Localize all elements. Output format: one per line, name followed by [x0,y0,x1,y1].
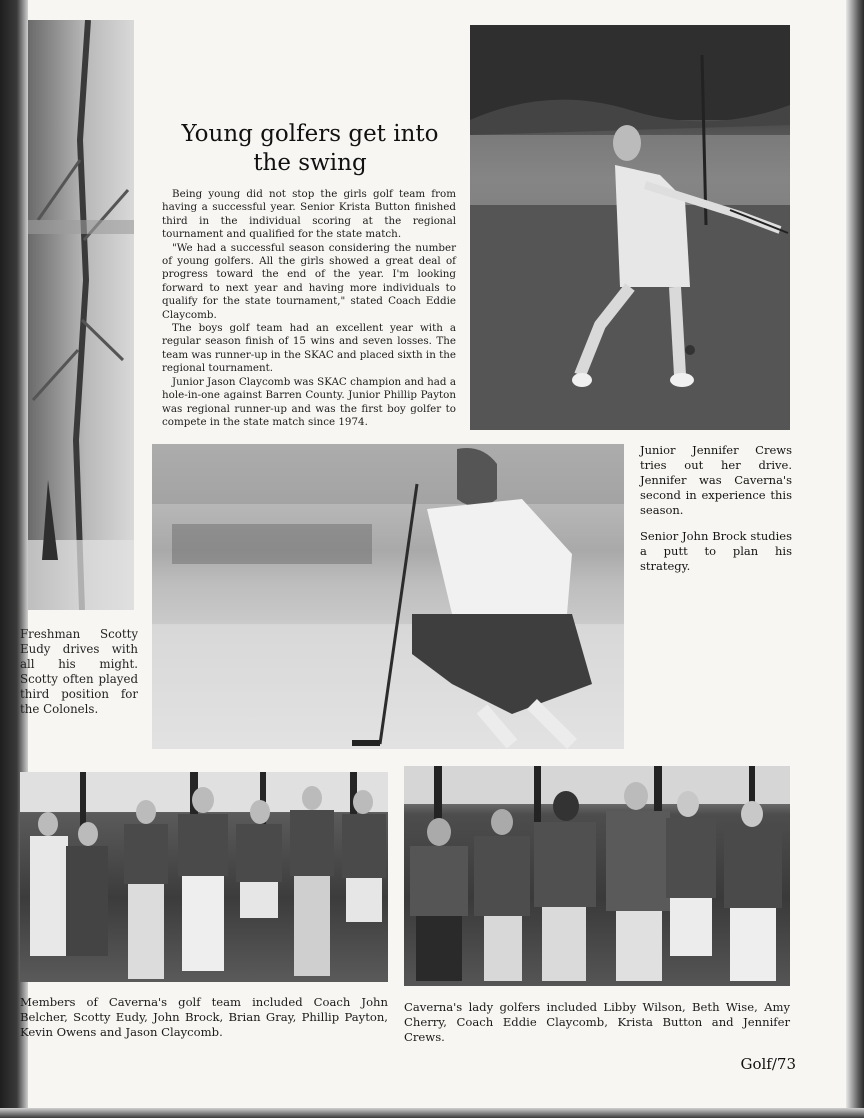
photo-boys-golf-team [20,772,388,982]
caption-scotty-eudy: Freshman Scotty Eudy drives with all his might. Scotty often played third position for the Colonels. [20,627,138,716]
caption-right-column [640,443,792,585]
article-paragraph: "We had a successful season considering the number of young golfers. All the girls showed a great deal of progress toward the end of the year. I'm looking forward to next year and having more individuals to qualify for the state tournament," stated Coach Eddie Claycomb. [162,241,456,321]
article-paragraph: Junior Jason Claycomb was SKAC champion and had a hole-in-one against Barren County. Junior Phillip Payton was regional runner-up and was the first boy golfer to compete in the state match since 1974. [162,375,456,428]
photo-scotty-eudy [28,20,134,610]
article-headline: Young golfers get into the swing [181,121,439,176]
page-bottom-edge [0,1108,864,1118]
article-body [162,188,456,429]
article-paragraph: Being young did not stop the girls golf team from having a successful year. Senior Krista Button finished third in the individual scoring at the regional tournament and qualified for the state match. [162,188,456,241]
photo-girls-golf-team [404,766,790,986]
caption-boys-team: Members of Caverna's golf team included Coach John Belcher, Scotty Eudy, John Brock, Brian Gray, Phillip Payton, Kevin Owens and Jason Claycomb. [20,995,388,1039]
caption-john-brock: Senior John Brock studies a putt to plan his strategy. [640,529,792,573]
photo-jennifer-crews [470,25,790,430]
caption-girls-team: Caverna's lady golfers included Libby Wilson, Beth Wise, Amy Cherry, Coach Eddie Claycomb, Krista Button and Jennifer Crews. [404,1000,790,1044]
page-folio: Golf/73 [740,1055,796,1073]
page-edge-shadow [846,0,864,1118]
photo-john-brock [152,444,624,749]
article-paragraph: The boys golf team had an excellent year with a regular season finish of 15 wins and seven losses. The team was runner-up in the SKAC and placed sixth in the regional tournament. [162,322,456,375]
caption-jennifer-crews: Junior Jennifer Crews tries out her drive. Jennifer was Caverna's second in experience this season. [640,443,792,517]
